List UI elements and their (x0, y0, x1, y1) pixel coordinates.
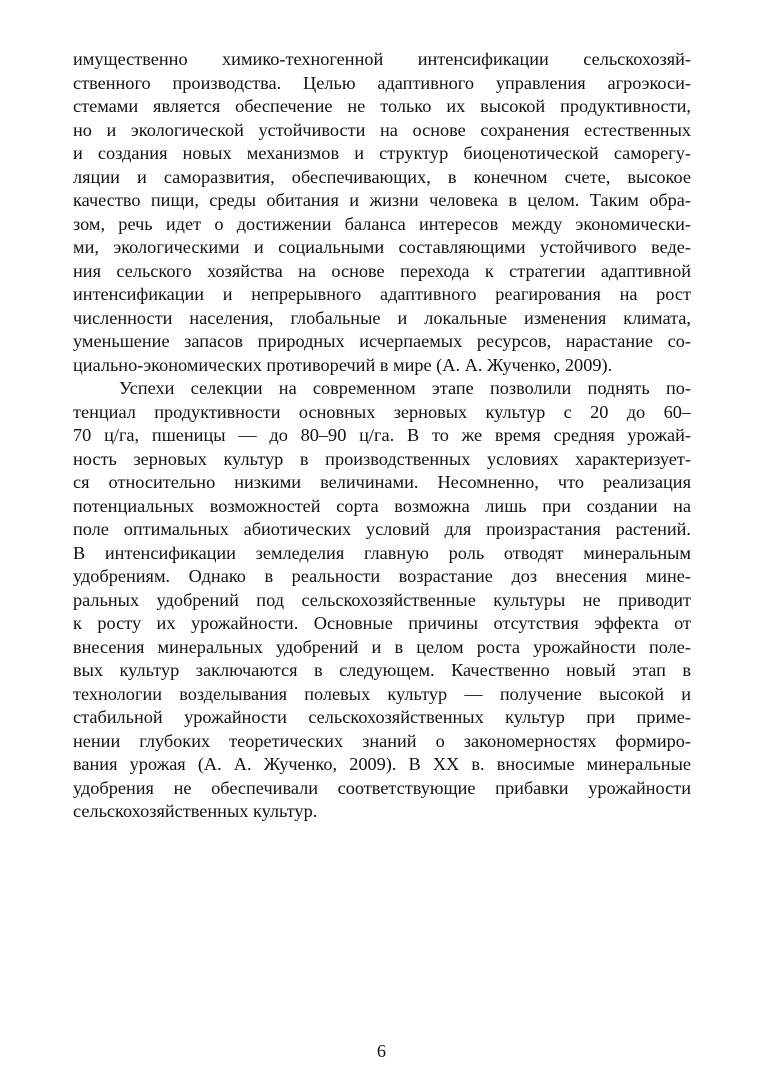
text-line: потенциальных возможностей сорта возможна лишь при создании на (73, 495, 691, 516)
text-line: качество пищи, среды обитания и жизни человека в целом. Таким обра- (73, 190, 691, 210)
text-line: стемами является обеспечение не только их высокой продуктивности, (73, 96, 691, 116)
text-line: вания урожая (А. А. Жученко, 2009). В XX в. вносимые минеральные (73, 754, 691, 774)
text-line: к росту их урожайности. Основные причины отсутствия эффекта от (73, 613, 691, 633)
text-line: зом, речь идет о достижении баланса интересов между экономически- (73, 213, 691, 234)
text-line: технологии возделывания полевых культур — получение высокой и (73, 683, 691, 704)
text-line: В интенсификации земледелия главную роль отводят минеральным (73, 542, 691, 563)
text-line: удобрениям. Однако в реальности возрастание доз внесения мине- (73, 566, 691, 586)
text-line: удобрения не обеспечивали соответствующие прибавки урожайности (73, 777, 691, 798)
text-line: уменьшение запасов природных исчерпаемых ресурсов, нарастание со- (73, 331, 691, 351)
text-line: циально-экономических противоречий в мире (А. А. Жученко, 2009). (73, 354, 613, 375)
text-line: ми, экологическими и социальными составляющими устойчивого веде- (73, 237, 691, 257)
paragraph (73, 48, 691, 377)
text-line: вых культур заключаются в следующем. Качественно новый этап в (73, 660, 691, 680)
text-line: но и экологической устойчивости на основе сохранения естественных (73, 119, 691, 140)
text-line: 70 ц/га, пшеницы — до 80–90 ц/га. В то же время средняя урожай- (73, 425, 691, 445)
text-line: тенциал продуктивности основных зерновых культур с 20 до 60– (73, 401, 691, 422)
text-line: стабильной урожайности сельскохозяйственных культур при приме- (73, 707, 691, 727)
page-number: 6 (376, 1041, 387, 1061)
text-line: сельскохозяйственных культур. (73, 801, 318, 821)
text-line: и создания новых механизмов и структур биоценотической саморегу- (73, 143, 691, 163)
text-line: Успехи селекции на современном этапе позволили поднять по- (119, 378, 691, 398)
text-line: интенсификации и непрерывного адаптивного реагирования на рост (73, 284, 691, 304)
text-line: ляции и саморазвития, обеспечивающих, в конечном счете, высокое (73, 166, 691, 187)
text-line: ся относительно низкими величинами. Несомненно, что реализация (73, 472, 691, 492)
text-line: ность зерновых культур в производственных условиях характеризует- (73, 448, 691, 469)
text-line: имущественно химико-техногенной интенсификации сельскохозяй- (73, 49, 691, 69)
text-line: ственного производства. Целью адаптивного управления агроэкоси- (73, 72, 691, 93)
paragraph (73, 377, 691, 824)
text-line: нении глубоких теоретических знаний о закономерностях формиро- (73, 730, 691, 751)
text-line: внесения минеральных удобрений и в целом роста урожайности поле- (73, 636, 691, 657)
text-line: ния сельского хозяйства на основе перехода к стратегии адаптивной (73, 260, 691, 281)
text-line: поле оптимальных абиотических условий для произрастания растений. (73, 519, 691, 539)
text-line: ральных удобрений под сельскохозяйственные культуры не приводит (73, 589, 691, 610)
text-line: численности населения, глобальные и локальные изменения климата, (73, 307, 691, 328)
body-text (73, 48, 691, 824)
